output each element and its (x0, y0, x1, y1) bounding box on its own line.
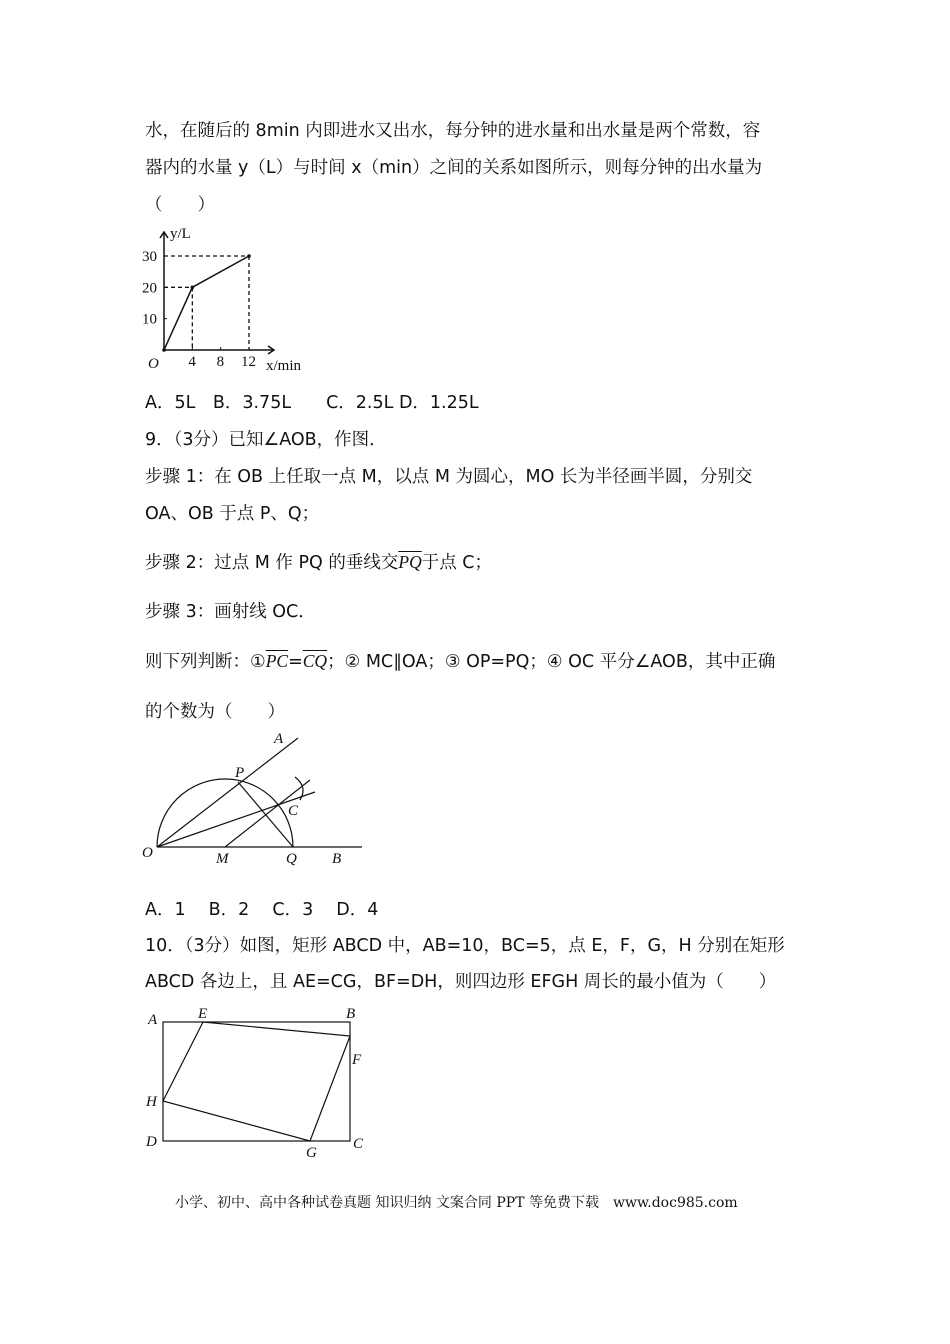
q9-options: A．1 B．2 C．3 D．4 (145, 900, 379, 920)
q9-title: 9．（3分）已知∠AOB，作图． (145, 430, 387, 450)
label-h: H (146, 1094, 157, 1110)
label-c: C (353, 1136, 364, 1152)
y-axis-label: y/L (170, 226, 191, 242)
data-point (162, 348, 166, 352)
data-point (191, 286, 195, 290)
q8-text-line2: 器内的水量 y（L）与时间 x（min）之间的关系如图所示，则每分钟的出水量为 (145, 158, 763, 178)
label-m: M (216, 851, 229, 867)
step2-post: 于点 C； (421, 553, 492, 573)
x-axis-label: x/min (266, 358, 302, 374)
q8-text-line1: 水，在随后的 8min 内即进水又出水，每分钟的进水量和出水量是两个常数，容 (145, 121, 761, 141)
label-b: B (332, 851, 342, 867)
label-e: E (198, 1006, 208, 1022)
label-f: F (352, 1052, 362, 1068)
ray-oa (157, 738, 298, 847)
q9-step3: 步骤 3：画射线 OC． (145, 602, 316, 622)
arc-pc: $\overline{PC}$ (265, 651, 289, 671)
q9-step2 (145, 549, 492, 574)
arc-cq: $\overline{CQ}$ (302, 651, 328, 671)
q8-options: A．5L B．3.75L C．2.5L D．1.25L (145, 393, 479, 413)
y-tick-label: 20 (142, 280, 157, 297)
angle-bisector-figure (140, 725, 380, 875)
q8-text-line3: （ ） (145, 195, 215, 215)
water-volume-graph (140, 220, 320, 380)
data-line (164, 256, 249, 350)
rectangle-figure (140, 1000, 380, 1165)
quadrilateral-efgh (163, 1022, 350, 1141)
label-d: D (146, 1134, 157, 1150)
label-q: Q (286, 851, 297, 867)
x-tick-label: 8 (216, 354, 225, 370)
data-point (247, 254, 251, 258)
footer-text: 小学、初中、高中各种试卷真题 知识归纳 文案合同 PPT 等免费下载 www.doc985.com (175, 1195, 738, 1211)
q9-step1-line1: 步骤 1：在 OB 上任取一点 M，以点 M 为圆心，MO 长为半径画半圆，分别交 (145, 467, 753, 487)
judge-post: ；② MC∥OA；③ OP=PQ；④ OC 平分∠AOB，其中正确 (327, 652, 776, 672)
label-a: A (148, 1012, 158, 1028)
label-c: C (288, 803, 299, 819)
rectangle-abcd (163, 1022, 350, 1141)
equals-sign: = (288, 652, 303, 672)
q10-line1: 10．（3分）如图，矩形 ABCD 中，AB=10，BC=5，点 E，F，G，H 分别在矩形 (145, 936, 785, 956)
label-p: P (235, 765, 245, 781)
y-tick-label: 30 (142, 249, 157, 265)
step2-pre: 步骤 2：过点 M 作 PQ 的垂线交 (145, 553, 399, 573)
label-o: O (142, 845, 153, 861)
q9-step1-line2: OA、OB 于点 P、Q； (145, 504, 320, 524)
origin-label: O (148, 356, 159, 372)
judge-pre: 则下列判断：① (145, 652, 266, 672)
label-a: A (274, 731, 284, 747)
q9-judgement (145, 648, 775, 673)
label-g: G (306, 1145, 317, 1161)
semicircle (157, 779, 293, 847)
q9-judgement-line2: 的个数为（ ） (145, 702, 285, 722)
y-tick-label: 10 (142, 311, 157, 328)
label-b: B (346, 1006, 356, 1022)
arc-pq: $\overline{PQ}$ (398, 552, 422, 572)
x-tick-label: 4 (188, 354, 196, 370)
x-tick-label: 12 (241, 354, 256, 370)
q10-line2: ABCD 各边上，且 AE=CG，BF=DH，则四边形 EFGH 周长的最小值为（ ） (145, 972, 777, 992)
